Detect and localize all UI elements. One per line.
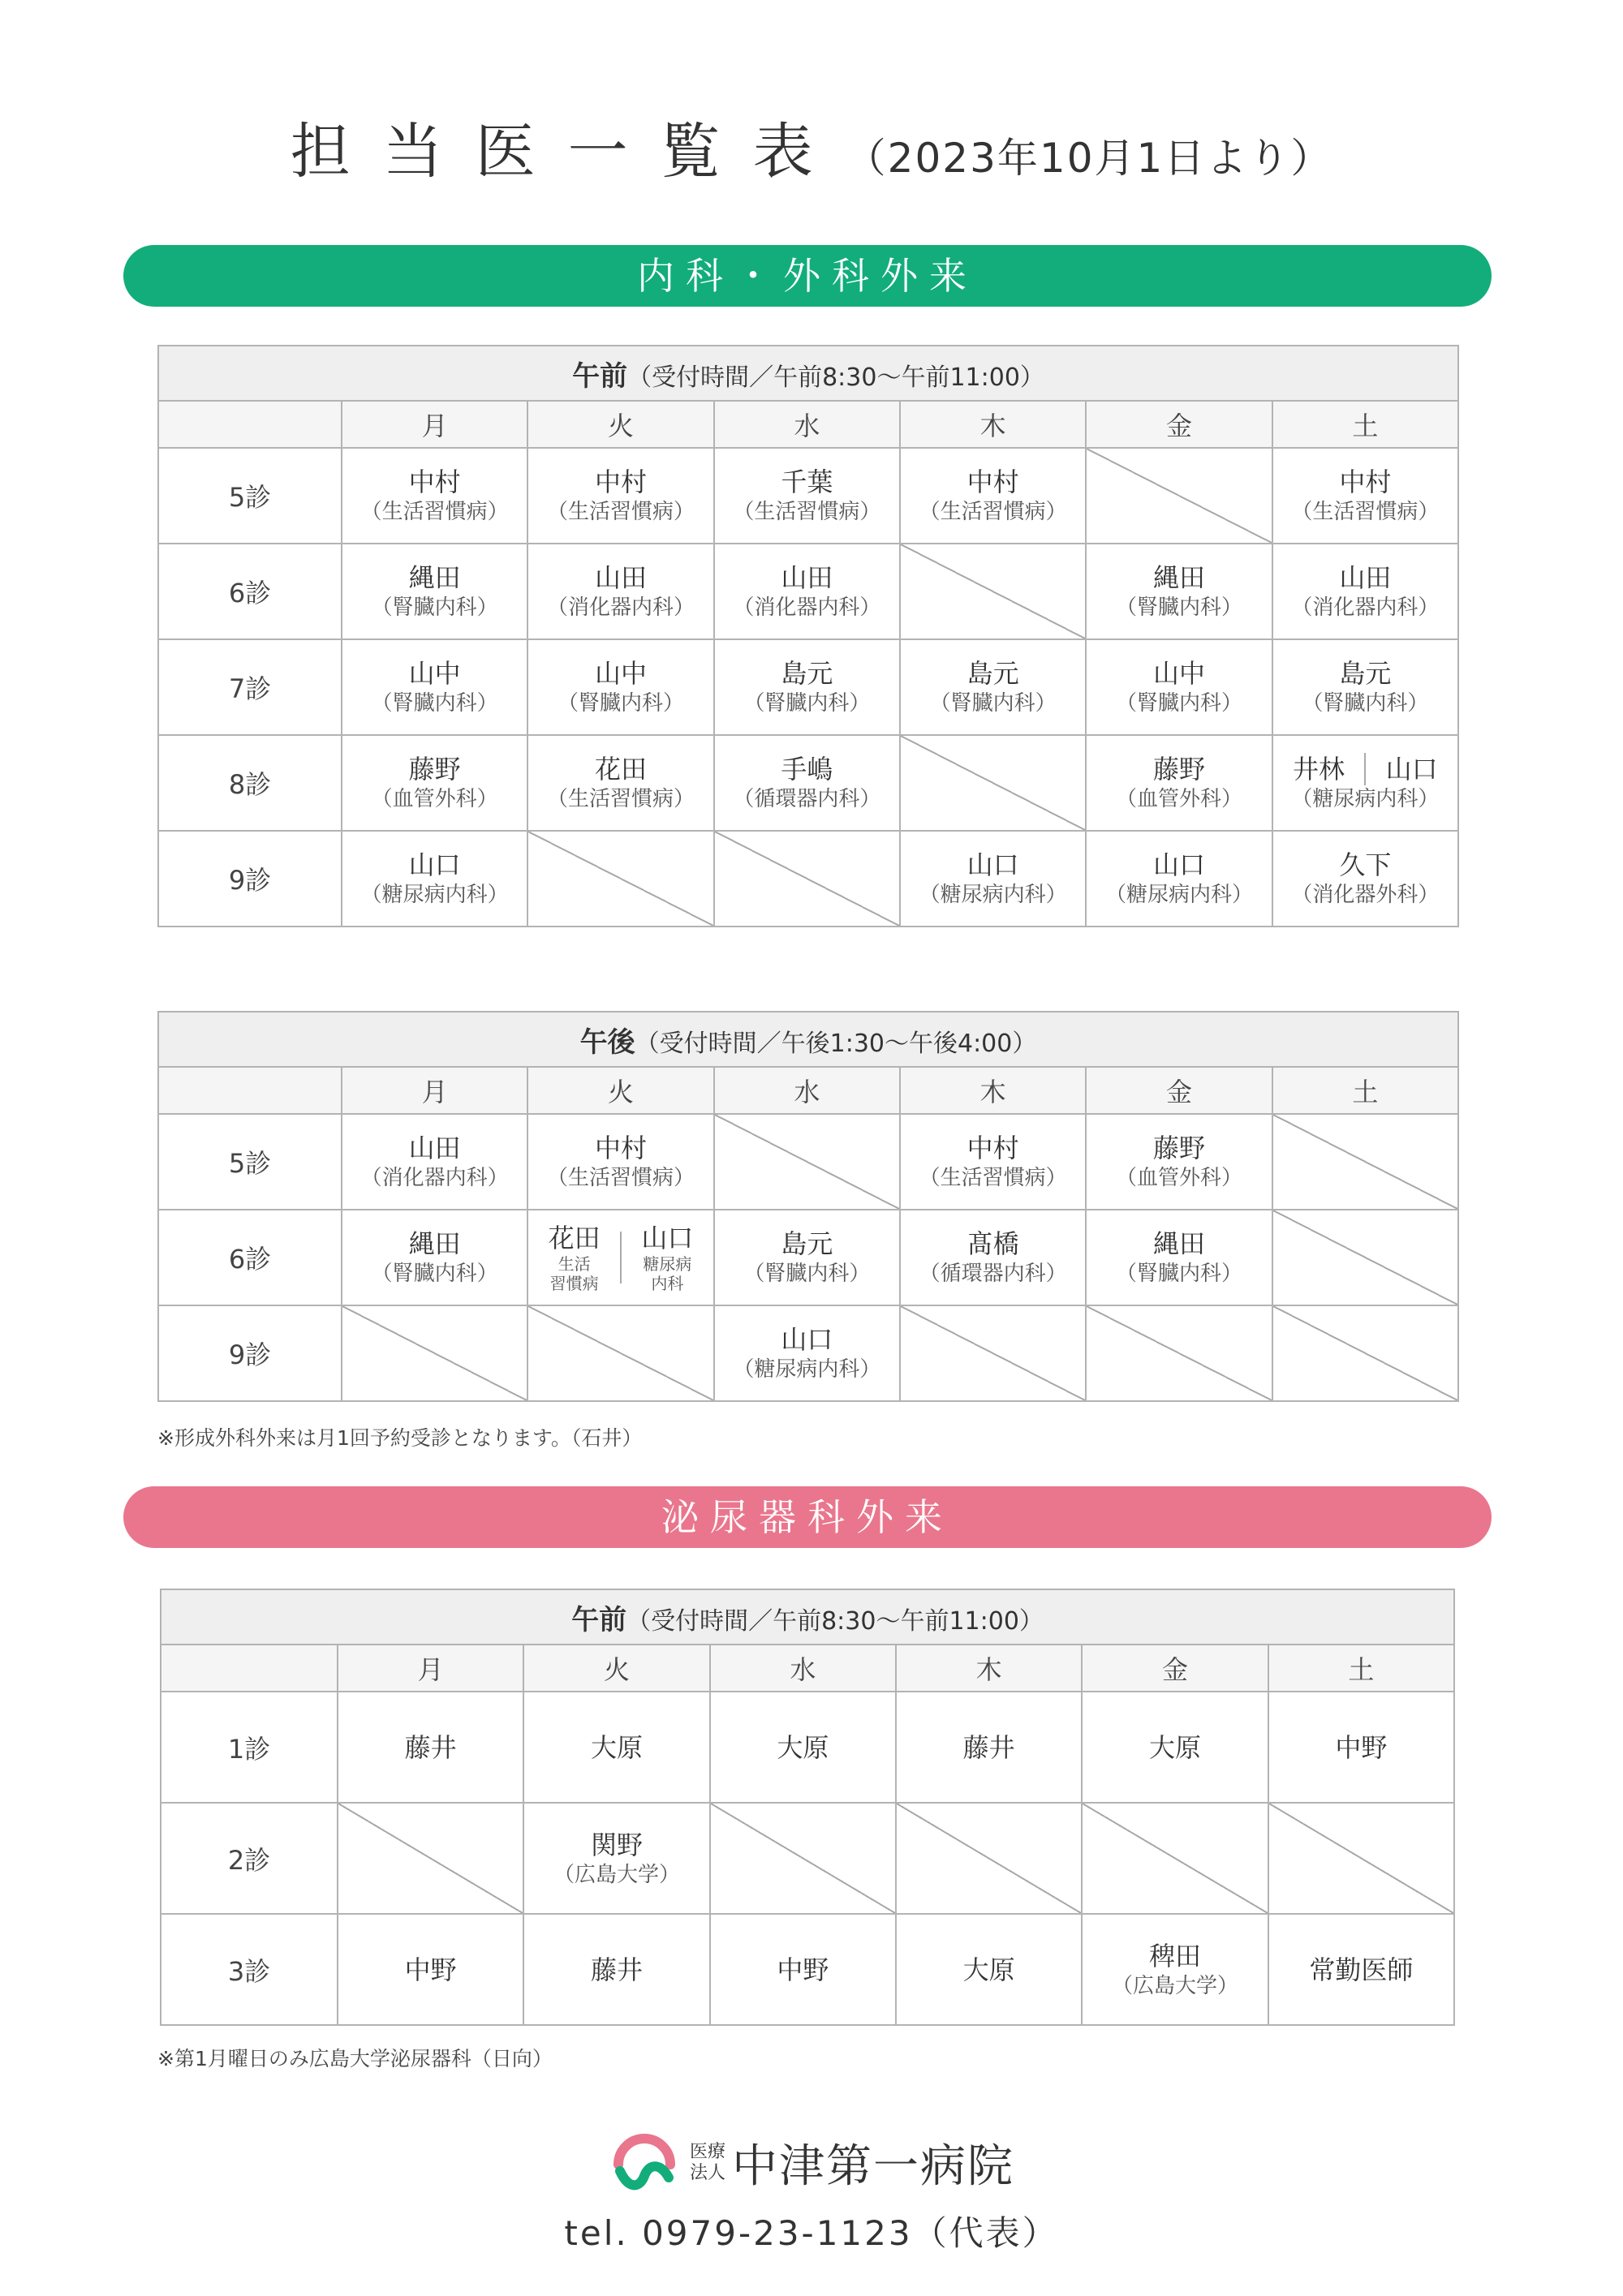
doctor-specialty: （生活習慣病）: [919, 500, 1067, 524]
doctor-cell: [900, 448, 1086, 544]
doctor-name: 藤野: [408, 754, 461, 785]
doctor-cell: [1272, 448, 1458, 544]
doctor-cell: [342, 639, 527, 735]
doctor-name: 藤井: [962, 1731, 1015, 1763]
doctor-cell: [523, 1803, 709, 1914]
hospital-logo: [610, 2126, 1014, 2200]
empty-slot: [900, 1305, 1086, 1401]
doctor-cell: [900, 639, 1086, 735]
title-main: 担当医一覧表: [290, 117, 846, 187]
doctor-name: 髙橋: [966, 1228, 1019, 1259]
doctor-cell: [714, 448, 900, 544]
doctor-name: 山口: [641, 1223, 694, 1253]
doctor-specialty: （腎臓内科）: [1115, 1262, 1242, 1286]
doctor-name: 山田: [1339, 562, 1392, 593]
reception-hours: （受付時間／午後1:30〜午後4:00）: [635, 1029, 1037, 1058]
doctor-specialty: 内科: [651, 1274, 684, 1293]
doctor-cell: [342, 1114, 527, 1210]
doctor-cell: [1082, 1914, 1268, 2025]
day-header: 金: [1086, 1067, 1272, 1114]
doctor-name: 縄田: [408, 1228, 461, 1259]
table-header: [161, 1589, 1454, 1645]
split-doctors: [1273, 753, 1457, 785]
day-header-blank: [158, 401, 342, 448]
doctor-specialty: （糖尿病内科）: [733, 1357, 881, 1382]
table-row: [161, 1914, 1454, 2025]
doctor-specialty: （生活習慣病）: [546, 500, 695, 524]
doctor-specialty: 習慣病: [549, 1274, 599, 1293]
doctor-name: 中村: [408, 467, 461, 497]
clinic-room-label: 2診: [161, 1803, 338, 1914]
doctor-name: 大原: [1148, 1731, 1201, 1763]
empty-slot: [1086, 1305, 1272, 1401]
doctor-specialty: （腎臓内科）: [929, 691, 1057, 716]
doctor-name: 手嶋: [781, 754, 833, 785]
table-row: [158, 639, 1458, 735]
doctor-specialty: （消化器内科）: [1291, 595, 1440, 620]
doctor-name: 花田: [594, 754, 647, 785]
doctor-cell: [1086, 639, 1272, 735]
empty-slot: [714, 1114, 900, 1210]
day-header: 木: [900, 1067, 1086, 1114]
empty-slot: [338, 1803, 523, 1914]
doctor-name: 稗田: [1148, 1940, 1201, 1971]
doctor-cell: [342, 831, 527, 927]
reception-hours: （受付時間／午前8:30〜午前11:00）: [626, 1606, 1044, 1636]
doctor-cell: [1086, 831, 1272, 927]
day-header: 土: [1268, 1645, 1454, 1692]
empty-slot: [1272, 1210, 1458, 1305]
doctor-cell: [714, 1210, 900, 1305]
doctor-name: 山口: [1385, 754, 1438, 785]
table-row: [158, 544, 1458, 639]
day-header: 土: [1272, 1067, 1458, 1114]
doctor-name: 久下: [1339, 849, 1392, 880]
doctor-cell: [1086, 735, 1272, 831]
doctor-name: 中野: [777, 1954, 829, 1985]
day-header: 水: [710, 1645, 896, 1692]
day-header: 水: [714, 1067, 900, 1114]
empty-slot: [527, 831, 713, 927]
split-left: [528, 1222, 620, 1293]
empty-slot: [527, 1305, 713, 1401]
doctor-specialty: （腎臓内科）: [371, 1262, 498, 1286]
doctor-name: 山中: [408, 658, 461, 689]
doctor-name: 山田: [781, 562, 833, 593]
split-right: [622, 1222, 713, 1293]
doctor-name: 島元: [1339, 658, 1392, 689]
doctor-cell: [342, 735, 527, 831]
doctor-cell: [900, 1210, 1086, 1305]
doctor-name: 中野: [1335, 1731, 1388, 1763]
reception-hours: （受付時間／午前8:30〜午前11:00）: [627, 363, 1044, 392]
doctor-name: 関野: [590, 1829, 643, 1860]
doctor-specialty: （腎臓内科）: [1115, 595, 1242, 620]
clinic-room-label: 5診: [158, 1114, 342, 1210]
doctor-specialty: （消化器内科）: [360, 1166, 509, 1190]
doctor-specialty: （腎臓内科）: [1302, 691, 1429, 716]
empty-slot: [714, 831, 900, 927]
doctor-name: 藤野: [1152, 1133, 1205, 1163]
doctor-cell: [527, 1114, 713, 1210]
title-date: （2023年10月1日より）: [845, 135, 1333, 182]
day-header: 木: [896, 1645, 1082, 1692]
doctor-specialty: （生活習慣病）: [919, 1166, 1067, 1190]
hospital-name: 中津第一病院: [732, 2140, 1015, 2193]
day-header: 金: [1086, 401, 1272, 448]
clinic-room-label: 7診: [158, 639, 342, 735]
doctor-cell: [896, 1914, 1082, 2025]
clinic-room-label: 1診: [161, 1692, 338, 1803]
doctor-name: 大原: [590, 1731, 643, 1763]
clinic-room-label: 6診: [158, 544, 342, 639]
doctor-cell: [527, 639, 713, 735]
doctor-name: 井林: [1292, 754, 1345, 785]
doctor-cell: [1082, 1692, 1268, 1803]
doctor-name: 中村: [966, 467, 1019, 497]
doctor-name: 山口: [408, 849, 461, 880]
doctor-name: 千葉: [781, 467, 833, 497]
day-header: 月: [342, 401, 527, 448]
doctor-name: 藤井: [590, 1954, 643, 1985]
day-header-blank: [158, 1067, 342, 1114]
doctor-cell: [714, 544, 900, 639]
table-row: [158, 448, 1458, 544]
clinic-room-label: 9診: [158, 831, 342, 927]
doctor-specialty: （広島大学）: [1111, 1973, 1238, 1998]
doctor-specialty: （血管外科）: [1115, 1166, 1242, 1190]
doctor-specialty: （血管外科）: [1115, 787, 1242, 811]
schedule-table-urology-morning: [160, 1589, 1455, 2026]
doctor-specialty: 糖尿病: [643, 1254, 692, 1274]
empty-slot: [1268, 1803, 1454, 1914]
day-header: 金: [1082, 1645, 1268, 1692]
doctor-cell: [523, 1692, 709, 1803]
doctor-name: 大原: [777, 1731, 829, 1763]
doctor-name: 藤野: [1152, 754, 1205, 785]
doctor-name: 山中: [594, 658, 647, 689]
doctor-cell: [900, 1114, 1086, 1210]
doctor-cell: [710, 1692, 896, 1803]
clinic-room-label: 8診: [158, 735, 342, 831]
doctor-specialty: （糖尿病内科）: [1104, 883, 1253, 907]
doctor-specialty: 生活: [558, 1254, 591, 1274]
doctor-name: 縄田: [1152, 1228, 1205, 1259]
schedule-table-internal-morning: [157, 345, 1459, 927]
session-label: 午前: [571, 1603, 627, 1636]
note-urology: ※第1月曜日のみ広島大学泌尿器科（日向）: [157, 2047, 553, 2070]
day-header-blank: [161, 1645, 338, 1692]
doctor-cell: [342, 1210, 527, 1305]
day-header: 月: [338, 1645, 523, 1692]
doctor-specialty: （広島大学）: [553, 1862, 680, 1887]
doctor-specialty: （腎臓内科）: [1115, 691, 1242, 716]
doctor-cell: [338, 1914, 523, 2025]
doctor-cell: [1086, 1114, 1272, 1210]
doctor-cell: [900, 831, 1086, 927]
logo-corp-type: 医療 法人: [690, 2142, 726, 2183]
section-band-internal: 内科・外科外来: [123, 245, 1492, 307]
doctor-cell: [1268, 1914, 1454, 2025]
section-band-urology: 泌尿器科外来: [123, 1486, 1492, 1548]
doctor-name: 山口: [781, 1324, 833, 1355]
doctor-name: 山口: [1152, 849, 1205, 880]
doctor-cell: [1086, 544, 1272, 639]
doctor-name: 中村: [1339, 467, 1392, 497]
doctor-name: 山田: [594, 562, 647, 593]
doctor-specialty: （循環器内科）: [733, 787, 881, 811]
doctor-name: 島元: [966, 658, 1019, 689]
doctor-specialty: （腎臓内科）: [557, 691, 684, 716]
empty-slot: [342, 1305, 527, 1401]
doctor-specialty: （腎臓内科）: [371, 595, 498, 620]
table-row: [161, 1692, 1454, 1803]
doctor-specialty: （消化器内科）: [546, 595, 695, 620]
empty-slot: [1272, 1305, 1458, 1401]
doctor-cell: [527, 1210, 713, 1305]
doctor-cell: [1086, 1210, 1272, 1305]
doctor-specialty: （生活習慣病）: [360, 500, 509, 524]
session-label: 午前: [572, 359, 628, 393]
doctor-name: 山田: [408, 1133, 461, 1163]
day-header: 水: [714, 401, 900, 448]
doctor-cell: [710, 1914, 896, 2025]
doctor-cell: [342, 448, 527, 544]
doctor-name: 中村: [594, 467, 647, 497]
empty-slot: [896, 1803, 1082, 1914]
doctor-cell: [523, 1914, 709, 2025]
doctor-name: 中野: [404, 1954, 457, 1985]
note-plastic-surgery: ※形成外科外来は月1回予約受診となります。（石井）: [157, 1426, 643, 1450]
doctor-name: 島元: [781, 1228, 833, 1259]
doctor-name: 大原: [962, 1954, 1015, 1985]
doctor-specialty: （消化器外科）: [1291, 883, 1440, 907]
split-doctors: [528, 1222, 712, 1293]
hospital-logo-icon: [610, 2129, 678, 2197]
doctor-name: 山中: [1152, 658, 1205, 689]
empty-slot: [710, 1803, 896, 1914]
doctor-cell: [527, 735, 713, 831]
empty-slot: [1082, 1803, 1268, 1914]
clinic-room-label: 9診: [158, 1305, 342, 1401]
doctor-cell: [1272, 831, 1458, 927]
doctor-cell: [714, 1305, 900, 1401]
clinic-room-label: 5診: [158, 448, 342, 544]
doctor-specialty: （腎臓内科）: [371, 691, 498, 716]
table-row: [158, 1210, 1458, 1305]
day-header: 木: [900, 401, 1086, 448]
doctor-specialty: （生活習慣病）: [546, 787, 695, 811]
day-header: 月: [342, 1067, 527, 1114]
empty-slot: [1272, 1114, 1458, 1210]
doctor-cell: [338, 1692, 523, 1803]
table-row: [158, 735, 1458, 831]
doctor-specialty: （糖尿病内科）: [360, 883, 509, 907]
doctor-name: 山口: [966, 849, 1019, 880]
doctor-specialty: （生活習慣病）: [733, 500, 881, 524]
session-label: 午後: [579, 1025, 635, 1059]
doctor-name: 縄田: [408, 562, 461, 593]
schedule-table-internal-afternoon: [157, 1011, 1459, 1402]
empty-slot: [900, 735, 1086, 831]
doctor-specialty: （腎臓内科）: [743, 691, 871, 716]
doctor-name: 藤井: [404, 1731, 457, 1763]
doctor-specialty: （生活習慣病）: [546, 1166, 695, 1190]
day-header: 火: [527, 1067, 713, 1114]
doctor-specialty: （循環器内科）: [919, 1262, 1067, 1286]
page-title: [0, 104, 1623, 190]
table-row: [158, 1114, 1458, 1210]
doctor-name: 中村: [966, 1133, 1019, 1163]
doctor-cell: [1272, 735, 1458, 831]
doctor-specialty: （糖尿病内科）: [1291, 787, 1440, 811]
table-header: [158, 1012, 1458, 1067]
empty-slot: [1086, 448, 1272, 544]
doctor-cell: [896, 1692, 1082, 1803]
doctor-cell: [714, 735, 900, 831]
doctor-cell: [342, 544, 527, 639]
table-row: [158, 831, 1458, 927]
doctor-specialty: （腎臓内科）: [743, 1262, 871, 1286]
doctor-name: 花田: [548, 1223, 601, 1253]
day-header: 土: [1272, 401, 1458, 448]
day-header: 火: [527, 401, 713, 448]
doctor-cell: [527, 544, 713, 639]
doctor-name: 中村: [594, 1133, 647, 1163]
day-header: 火: [523, 1645, 709, 1692]
doctor-cell: [527, 448, 713, 544]
clinic-room-label: 6診: [158, 1210, 342, 1305]
empty-slot: [900, 544, 1086, 639]
doctor-cell: [1272, 639, 1458, 735]
doctor-cell: [1272, 544, 1458, 639]
doctor-cell: [714, 639, 900, 735]
doctor-name: 島元: [781, 658, 833, 689]
doctor-name: 縄田: [1152, 562, 1205, 593]
doctor-specialty: （血管外科）: [371, 787, 498, 811]
table-row: [161, 1803, 1454, 1914]
clinic-room-label: 3診: [161, 1914, 338, 2025]
table-header: [158, 346, 1458, 401]
table-row: [158, 1305, 1458, 1401]
doctor-cell: [1268, 1692, 1454, 1803]
doctor-specialty: （消化器内科）: [733, 595, 881, 620]
doctor-specialty: （生活習慣病）: [1291, 500, 1440, 524]
doctor-specialty: （糖尿病内科）: [919, 883, 1067, 907]
hospital-phone: tel. 0979-23-1123（代表）: [564, 2213, 1059, 2253]
doctor-name: 常勤医師: [1309, 1954, 1414, 1985]
